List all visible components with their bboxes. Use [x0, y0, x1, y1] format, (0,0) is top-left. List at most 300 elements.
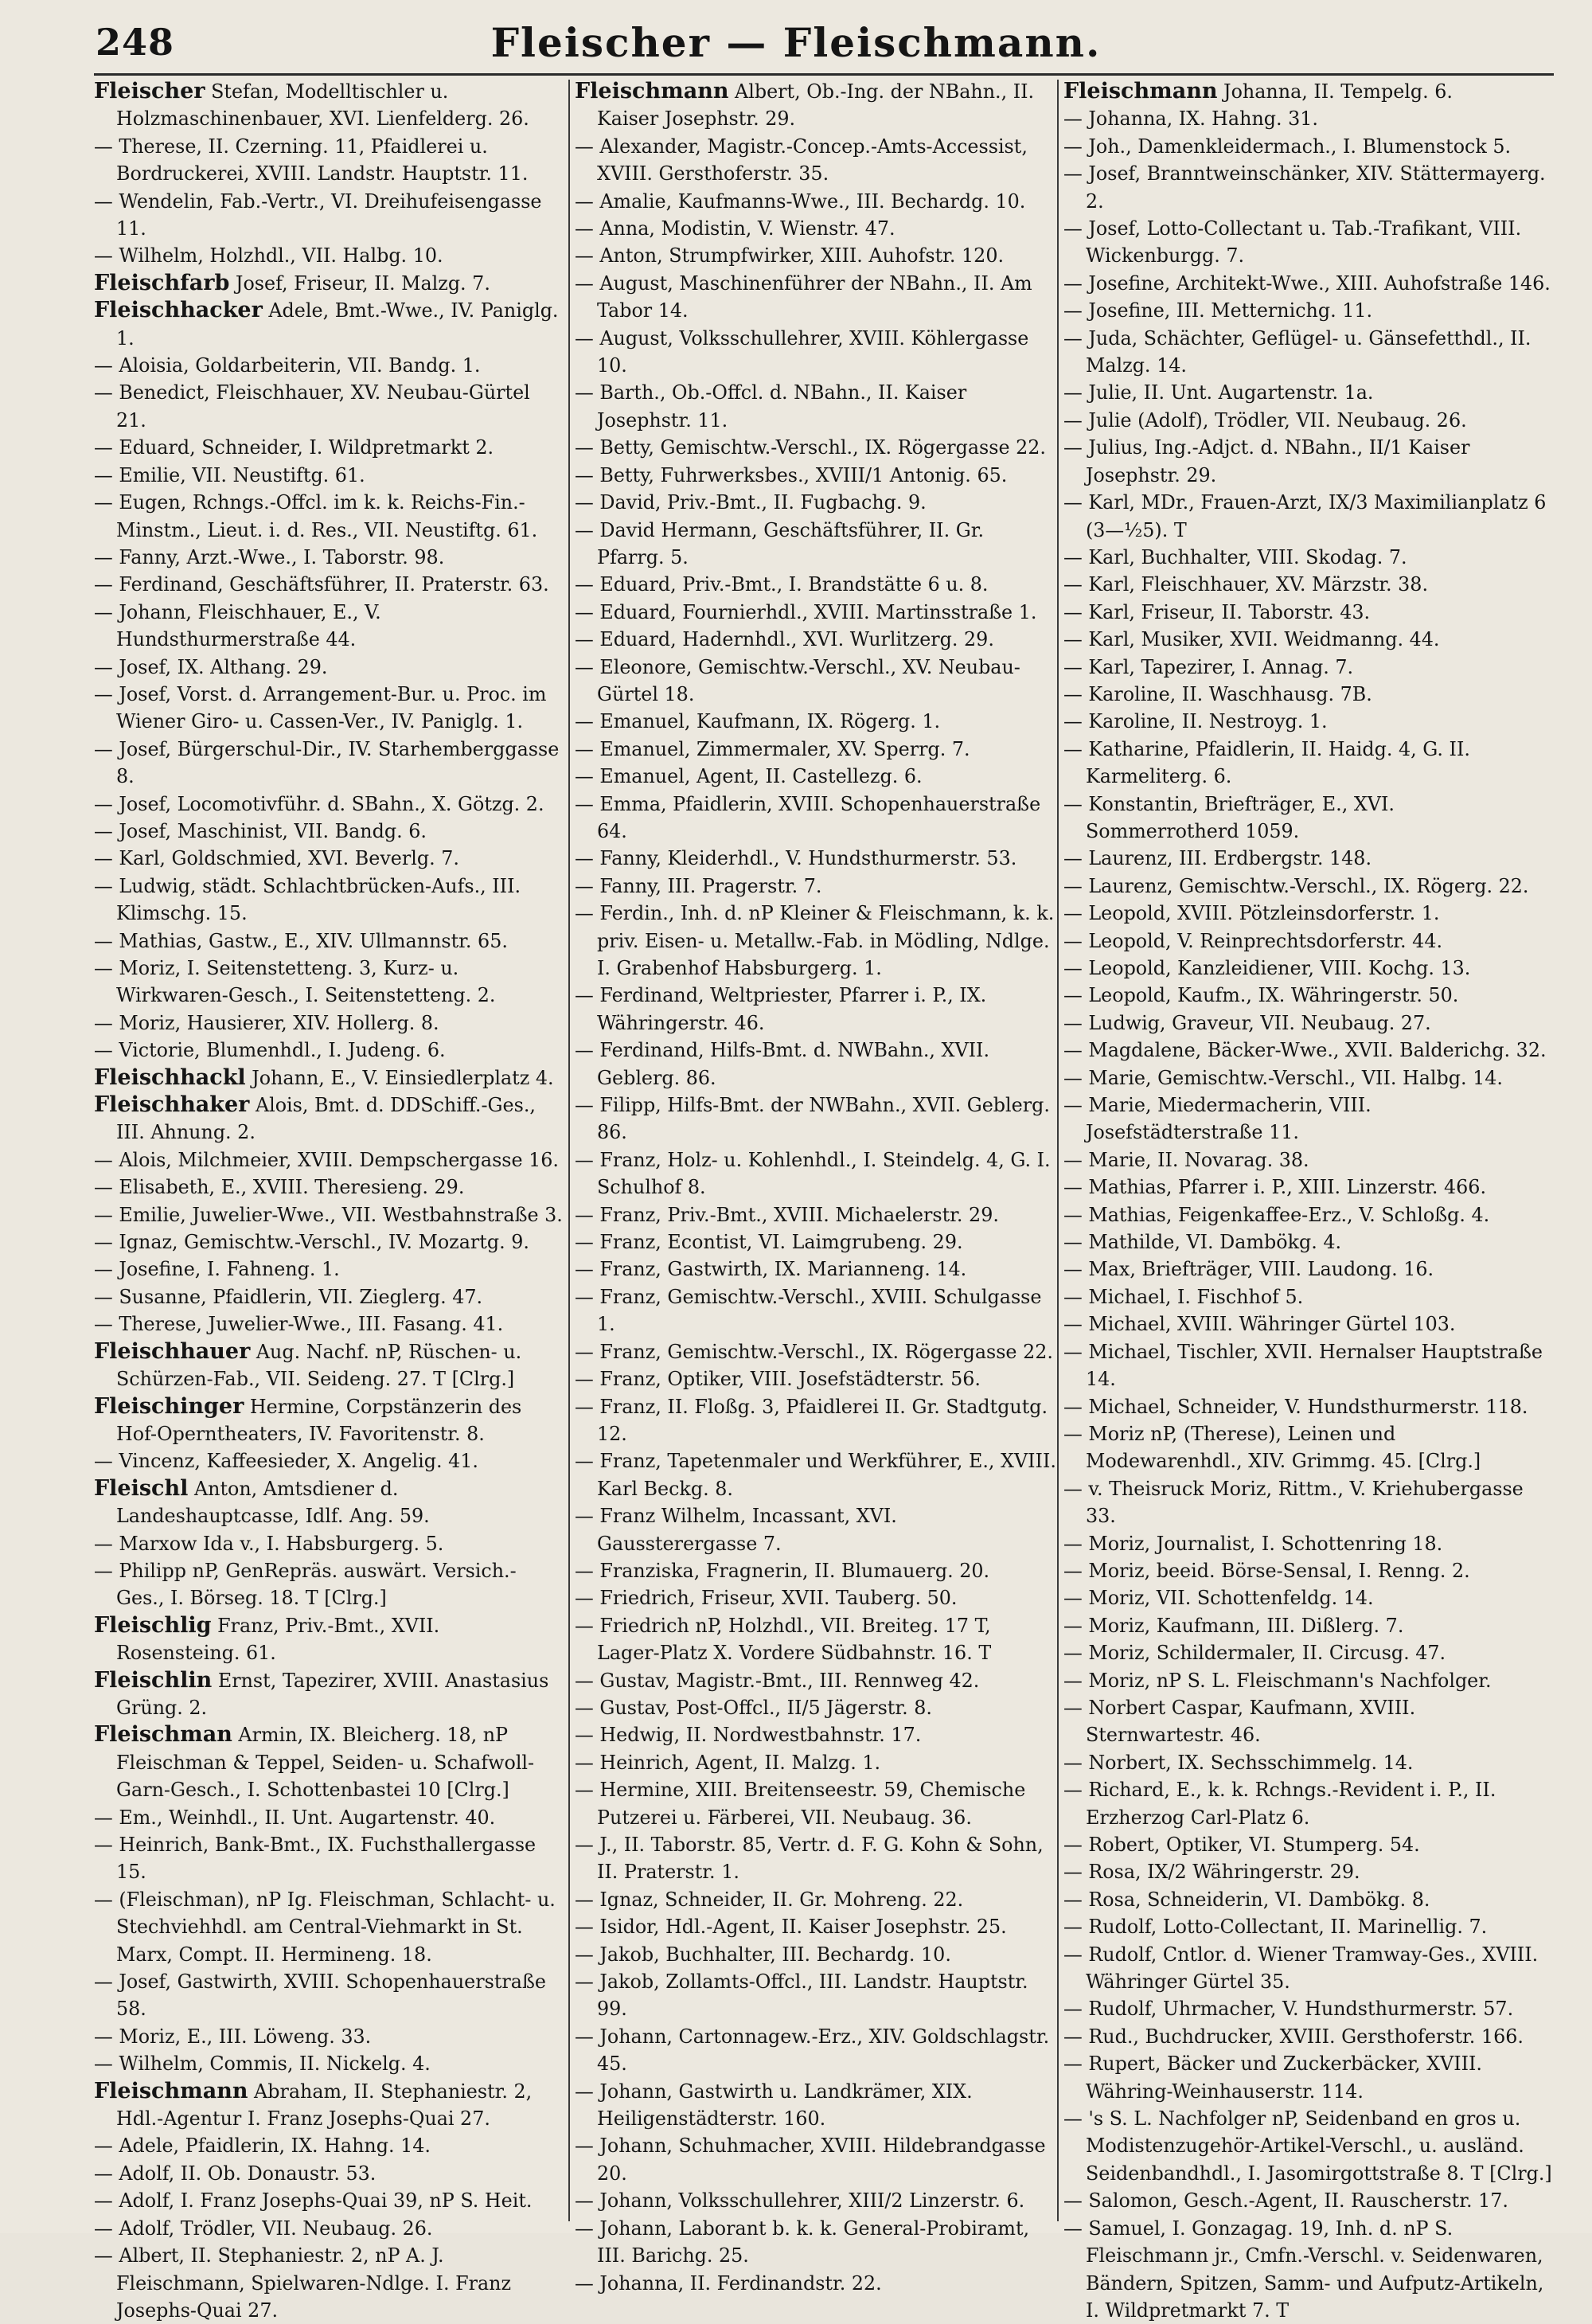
entry-text: — Moriz, Schildermaler, II. Circusg. 47. [1063, 1642, 1446, 1665]
entry-text: — Eduard, Fournierhdl., XVIII. Martinsstraße 1. [575, 600, 1037, 623]
entry-text: — Johann, Volksschullehrer, XIII/2 Linzerstr. 6. [575, 2189, 1025, 2213]
directory-entry [575, 2270, 1056, 2297]
directory-entry [575, 900, 1056, 982]
directory-entry [94, 1831, 564, 1886]
entry-text: — Eleonore, Gemischtw.-Verschl., XV. Neubau-Gürtel 18. [575, 655, 1020, 705]
directory-entry [575, 1256, 1056, 1283]
entry-text: — Marxow Ida v., I. Habsburgerg. 5. [94, 1532, 444, 1555]
directory-entry [94, 1010, 564, 1037]
directory-entry [1063, 379, 1553, 406]
entry-text: — Karl, Friseur, II. Taborstr. 43. [1063, 600, 1371, 623]
directory-entry [575, 270, 1056, 325]
directory-entry [94, 544, 564, 571]
directory-entry [575, 1201, 1056, 1228]
directory-entry [1063, 1420, 1553, 1475]
entry-text: — Moriz, Hausierer, XIV. Hollerg. 8. [94, 1011, 439, 1034]
entry-text: — Moriz, nP S. L. Fleischmann's Nachfolger. [1063, 1669, 1492, 1692]
directory-entry [94, 654, 564, 681]
entry-text: — Mathias, Feigenkaffee-Erz., V. Schloßg. 4. [1063, 1203, 1490, 1226]
entry-text: — Gustav, Magistr.-Bmt., III. Rennweg 42. [575, 1669, 980, 1692]
entry-text: Stefan, Modelltischler u. Holzmaschinenbauer, XVI. Lienfelderg. 26. [116, 80, 529, 131]
entry-text: — Leopold, Kanzleidiener, VIII. Kochg. 13. [1063, 957, 1471, 979]
directory-entry [94, 352, 564, 379]
entry-text: Alois, Bmt. d. DDSchiff.-Ges., III. Ahnung. 2. [116, 1094, 536, 1144]
directory-entry [575, 1447, 1056, 1502]
entry-surname: Fleischlin [94, 1667, 213, 1693]
entry-text: — Ferdinand, Hilfs-Bmt. d. NWBahn., XVII. Geblerg. 86. [575, 1039, 990, 1089]
entry-text: — Therese, II. Czerning. 11, Pfaidlerei u. Bordruckerei, XVIII. Landstr. Hauptstr. 11. [94, 135, 529, 186]
entry-text: — Leopold, Kaufm., IX. Währingerstr. 50. [1063, 984, 1459, 1007]
entry-text: — David, Priv.-Bmt., II. Fugbachg. 9. [575, 491, 927, 514]
directory-entry [575, 1502, 1056, 1557]
directory-entry [575, 845, 1056, 872]
entry-text: — Anna, Modistin, V. Wienstr. 47. [575, 217, 896, 240]
entry-text: — Laurenz, III. Erdbergstr. 148. [1063, 847, 1372, 870]
directory-entry [1063, 571, 1553, 598]
directory-entry [94, 873, 564, 928]
directory-entry [94, 1447, 564, 1474]
directory-entry [94, 1092, 564, 1146]
entry-text: — Emma, Pfaidlerin, XVIII. Schopenhauerstraße 64. [575, 792, 1041, 842]
directory-entry [1063, 1694, 1553, 1749]
directory-entry [575, 1941, 1056, 1968]
directory-entry [575, 1886, 1056, 1913]
entry-text: Abraham, II. Stephaniestr. 2, Hdl.-Agentur I. Franz Josephs-Quai 27. [116, 2080, 533, 2131]
entry-text: — Katharine, Pfaidlerin, II. Haidg. 4, G. II. Karmeliterg. 6. [1063, 737, 1470, 788]
entry-text: Albert, Ob.-Ing. der NBahn., II. Kaiser Josephstr. 29. [597, 80, 1035, 131]
entry-text: Adele, Bmt.-Wwe., IV. Paniglg. 1. [116, 299, 559, 350]
directory-entry [575, 325, 1056, 380]
entry-text: — Franz, Gemischtw.-Verschl., XVIII. Schulgasse 1. [575, 1285, 1042, 1336]
directory-entry [1063, 2105, 1553, 2187]
entry-text: Johann, E., V. Einsiedlerplatz 4. [245, 1066, 554, 1089]
entry-text: — Emilie, VII. Neustiftg. 61. [94, 463, 365, 486]
entry-text: — Karl, MDr., Frauen-Arzt, IX/3 Maximilianplatz 6 (3—½5). T [1063, 491, 1547, 541]
entry-text: Johanna, II. Tempelg. 6. [1217, 80, 1453, 103]
entry-text: Hermine, Corpstänzerin des Hof-Operntheaters, IV. Favoritenstr. 8. [116, 1395, 522, 1445]
entry-text: Josef, Friseur, II. Malzg. 7. [229, 271, 490, 295]
entry-text: — Jakob, Zollamts-Offcl., III. Landstr. Hauptstr. 99. [575, 1971, 1028, 2021]
entry-text: — Franziska, Fragnerin, II. Blumauerg. 20. [575, 1559, 990, 1582]
directory-entry [1063, 2050, 1553, 2105]
entry-text: — Moriz nP, (Therese), Leinen und Modewarenhdl., XIV. Grimmg. 45. [Clrg.] [1063, 1422, 1481, 1473]
directory-entry [94, 1667, 564, 1722]
entry-text: — Isidor, Hdl.-Agent, II. Kaiser Josephstr. 25. [575, 1916, 1007, 1939]
directory-entry [575, 462, 1056, 489]
entry-text: — Moriz, beeid. Börse-Sensal, I. Renng. 2. [1063, 1559, 1470, 1582]
entry-text: — Josefine, I. Fahneng. 1. [94, 1258, 340, 1281]
directory-entry [94, 571, 564, 598]
entry-text: — Leopold, XVIII. Pötzleinsdorferstr. 1. [1063, 902, 1440, 925]
entry-text: — Amalie, Kaufmanns-Wwe., III. Bechardg. 10. [575, 189, 1026, 213]
directory-entry [94, 1310, 564, 1338]
entry-text: — August, Volksschullehrer, XVIII. Köhlergasse 10. [575, 326, 1029, 377]
entry-text: — Philipp nP, GenRepräs. auswärt. Versich.-Ges., I. Börseg. 18. T [Clrg.] [94, 1559, 517, 1610]
entry-text: — Rosa, Schneiderin, VI. Dambökg. 8. [1063, 1888, 1430, 1911]
directory-entry [1063, 1913, 1553, 1940]
directory-entry [575, 2078, 1056, 2133]
entry-text: — Aloisia, Goldarbeiterin, VII. Bandg. 1. [94, 354, 481, 377]
directory-entry [94, 2160, 564, 2187]
directory-entry [94, 462, 564, 489]
directory-entry [575, 1612, 1056, 1667]
entry-text: — Elisabeth, E., XVIII. Theresieng. 29. [94, 1176, 465, 1199]
directory-entry [575, 1365, 1056, 1392]
entry-text: — Rudolf, Uhrmacher, V. Hundsthurmerstr. 57. [1063, 1998, 1514, 2021]
directory-entry [1063, 1338, 1553, 1393]
entry-text: — Friedrich, Friseur, XVII. Tauberg. 50. [575, 1587, 958, 1610]
entry-text: — Wilhelm, Holzhdl., VII. Halbg. 10. [94, 244, 443, 268]
entry-text: — Emanuel, Zimmermaler, XV. Sperrg. 7. [575, 737, 970, 760]
entry-surname: Fleischmann [1063, 79, 1218, 104]
entry-text: — Rud., Buchdrucker, XVIII. Gersthoferstr. 166. [1063, 2025, 1524, 2048]
entry-text: — Norbert Caspar, Kaufmann, XVIII. Sternwartestr. 46. [1063, 1696, 1416, 1747]
directory-entry [94, 1968, 564, 2023]
directory-entry [94, 133, 564, 188]
directory-entry [575, 1776, 1056, 1831]
directory-entry [1063, 626, 1553, 653]
directory-entry [1063, 544, 1553, 571]
directory-entry [94, 1283, 564, 1310]
entry-text: — Adolf, Trödler, VII. Neubaug. 26. [94, 2217, 433, 2240]
entry-text: — Eugen, Rchngs.-Offcl. im k. k. Reichs-Fin.-Minstm., Lieut. i. d. Res., VII. Neustiftg. 61. [94, 491, 538, 541]
directory-entry [575, 599, 1056, 626]
directory-entry [575, 489, 1056, 516]
directory-entry [575, 1557, 1056, 1584]
entry-text: — Eduard, Hadernhdl., XVI. Wurlitzerg. 29. [575, 628, 994, 651]
directory-entry [575, 654, 1056, 709]
directory-entry [575, 517, 1056, 572]
directory-entry [1063, 1612, 1553, 1639]
directory-entry [1063, 1776, 1553, 1831]
entry-text: — Franz, Tapetenmaler und Werkführer, E., XVIII. Karl Beckg. 8. [575, 1450, 1056, 1500]
directory-entry [1063, 1283, 1553, 1310]
directory-entry [1063, 1174, 1553, 1201]
entry-text: — Johann, Fleischhauer, E., V. Hundsthurmerstraße 44. [94, 600, 381, 651]
directory-entry [575, 2215, 1056, 2270]
directory-entry [1063, 1256, 1553, 1283]
directory-entry [94, 2215, 564, 2242]
entry-text: — Wilhelm, Commis, II. Nickelg. 4. [94, 2053, 431, 2076]
column-1 [94, 78, 564, 2324]
entry-text: — Magdalene, Bäcker-Wwe., XVII. Balderichg. 32. [1063, 1039, 1547, 1062]
directory-entry [1063, 1941, 1553, 1996]
entry-text: — Jakob, Buchhalter, III. Bechardg. 10. [575, 1943, 951, 1966]
entry-text: — Betty, Gemischtw.-Verschl., IX. Rögergasse 22. [575, 436, 1046, 459]
entry-text: — Ludwig, Graveur, VII. Neubaug. 27. [1063, 1011, 1431, 1034]
entry-text: — Karl, Musiker, XVII. Weidmanng. 44. [1063, 628, 1440, 651]
directory-entry [575, 2023, 1056, 2078]
entry-surname: Fleischer [94, 79, 205, 104]
entry-text: — Ferdinand, Geschäftsführer, II. Praterstr. 63. [94, 573, 549, 596]
directory-entry [575, 1721, 1056, 1748]
directory-entry [1063, 407, 1553, 434]
entry-text: — Alexander, Magistr.-Concep.-Amts-Accessist, XVIII. Gersthoferstr. 35. [575, 135, 1028, 186]
directory-entry [94, 1064, 564, 1092]
entry-text: — Julie (Adolf), Trödler, VII. Neubaug. 26. [1063, 408, 1467, 432]
directory-entry [94, 791, 564, 818]
entry-surname: Fleischhauer [94, 1338, 251, 1364]
entry-text: — Wendelin, Fab.-Vertr., VI. Dreihufeisengasse 11. [94, 189, 542, 240]
entry-text: — Michael, Tischler, XVII. Hernalser Hauptstraße 14. [1063, 1340, 1543, 1391]
directory-entry [1063, 1886, 1553, 1913]
entry-text: — Josefine, Architekt-Wwe., XIII. Auhofstraße 146. [1063, 271, 1551, 295]
directory-entry [575, 242, 1056, 269]
directory-entry [94, 2078, 564, 2133]
directory-entry [1063, 270, 1553, 297]
entry-text: — Samuel, I. Gonzagag. 19, Inh. d. nP S. Fleischmann jr., Cmfn.-Verschl. v. Seidenwaren, Bändern, Spitzen, Samm- und Aufputz-Artikeln, I. Wildpretmarkt 7. T [1063, 2217, 1544, 2322]
entry-text: — David Hermann, Geschäftsführer, II. Gr. Pfarrg. 5. [575, 518, 985, 568]
entry-text: — Marie, Gemischtw.-Verschl., VII. Halbg. 14. [1063, 1066, 1503, 1089]
directory-entry [94, 1612, 564, 1667]
directory-entry [1063, 1995, 1553, 2022]
directory-entry [94, 1475, 564, 1530]
entry-text: — Gustav, Post-Offcl., II/5 Jägerstr. 8. [575, 1696, 932, 1719]
entry-text: — Josef, Vorst. d. Arrangement-Bur. u. Proc. im Wiener Giro- u. Cassen-Ver., IV. Paniglg. 1. [94, 682, 547, 733]
entry-text: — Moriz, VII. Schottenfeldg. 14. [1063, 1587, 1374, 1610]
directory-entry [1063, 1228, 1553, 1256]
directory-entry [1063, 434, 1553, 489]
directory-entry [94, 1557, 564, 1612]
entry-text: — Karl, Tapezirer, I. Annag. 7. [1063, 655, 1354, 678]
entry-text: — Josef, IX. Althang. 29. [94, 655, 328, 678]
directory-entry [94, 489, 564, 544]
directory-entry [575, 188, 1056, 215]
entry-text: — 's S. L. Nachfolger nP, Seidenband en gros u. Modistenzugehör-Artikel-Verschl., u. ausländ. Seidenbandhdl., I. Jasomirgottstraße 8. T [Clrg.] [1063, 2107, 1552, 2185]
directory-entry [575, 434, 1056, 461]
entry-text: — Norbert, IX. Sechsschimmelg. 14. [1063, 1751, 1414, 1774]
directory-entry [575, 1228, 1056, 1256]
directory-entry [94, 1201, 564, 1228]
directory-entry [1063, 873, 1553, 900]
entry-text: — August, Maschinenführer der NBahn., II. Am Tabor 14. [575, 271, 1032, 322]
directory-entry [1063, 1201, 1553, 1228]
directory-entry [1063, 1831, 1553, 1858]
entry-text: — Salomon, Gesch.-Agent, II. Rauscherstr. 17. [1063, 2189, 1508, 2213]
directory-entry [94, 2132, 564, 2159]
entry-surname: Fleischhaker [94, 1092, 250, 1118]
column-divider [1057, 80, 1059, 2221]
entry-text: — Benedict, Fleischhauer, XV. Neubau-Gürtel 21. [94, 381, 530, 432]
entry-text: — Karl, Goldschmied, XVI. Beverlg. 7. [94, 847, 459, 870]
entry-text: — Adolf, I. Franz Josephs-Quai 39, nP S. Heit. [94, 2189, 533, 2213]
directory-entry [1063, 681, 1553, 708]
entry-text: — Josef, Bürgerschul-Dir., IV. Starhemberggasse 8. [94, 737, 560, 788]
entry-surname: Fleischmann [94, 2078, 248, 2103]
entry-text: — Johanna, IX. Hahng. 31. [1063, 107, 1318, 131]
entry-text: Anton, Amtsdiener d. Landeshauptcasse, Idlf. Ang. 59. [116, 1477, 430, 1528]
entry-text: — Karl, Fleischhauer, XV. Märzstr. 38. [1063, 573, 1429, 596]
directory-entry [94, 736, 564, 791]
entry-text: — Marie, Miedermacherin, VIII. Josefstädterstraße 11. [1063, 1094, 1372, 1144]
entry-text: — Fanny, Kleiderhdl., V. Hundsthurmerstr. 53. [575, 847, 1017, 870]
directory-entry [94, 1256, 564, 1283]
directory-entry [1063, 1475, 1553, 1530]
directory-entry [575, 873, 1056, 900]
entry-text: Aug. Nachf. nP, Rüschen- u. Schürzen-Fab., VII. Seideng. 27. T [Clrg.] [116, 1340, 522, 1391]
entry-text: — Franz, Optiker, VIII. Josefstädterstr. 56. [575, 1368, 981, 1391]
entry-text: — Susanne, Pfaidlerin, VII. Zieglerg. 47. [94, 1285, 483, 1308]
running-head-title: Fleischer — Fleischmann. [490, 19, 1102, 66]
directory-entry [94, 1338, 564, 1393]
entry-text: Ernst, Tapezirer, XVIII. Anastasius Grüng. 2. [116, 1669, 549, 1719]
entry-text: — Therese, Juwelier-Wwe., III. Fasang. 41. [94, 1313, 504, 1336]
column-divider [568, 80, 570, 2221]
entry-text: — Karl, Buchhalter, VIII. Skodag. 7. [1063, 545, 1407, 568]
directory-entry [94, 818, 564, 845]
entry-text: — Barth., Ob.-Offcl. d. NBahn., II. Kaiser Josephstr. 11. [575, 381, 967, 432]
directory-entry [1063, 1037, 1553, 1064]
directory-entry [1063, 1393, 1553, 1420]
directory-entry [1063, 900, 1553, 927]
entry-text: — Josef, Maschinist, VII. Bandg. 6. [94, 819, 427, 842]
entry-text: — Moriz, E., III. Löweng. 33. [94, 2025, 372, 2048]
directory-entry [94, 2242, 564, 2324]
directory-entry [94, 928, 564, 955]
page-number: 248 [96, 21, 175, 64]
directory-entry [1063, 708, 1553, 735]
entry-text: — Ludwig, städt. Schlachtbrücken-Aufs., III. Klimschg. 15. [94, 874, 521, 925]
entry-text: — Josefine, III. Metternichg. 11. [1063, 299, 1373, 322]
entry-text: — Ignaz, Gemischtw.-Verschl., IV. Mozartg. 9. [94, 1231, 529, 1254]
directory-entry [94, 1037, 564, 1064]
entry-text: — Ignaz, Schneider, II. Gr. Mohreng. 22. [575, 1888, 964, 1911]
entry-surname: Fleischlig [94, 1612, 212, 1638]
directory-entry [94, 1393, 564, 1448]
directory-entry [1063, 1530, 1553, 1557]
entry-text: — Marie, II. Novarag. 38. [1063, 1148, 1309, 1171]
directory-entry [94, 1721, 564, 1803]
entry-text: — Mathilde, VI. Dambökg. 4. [1063, 1231, 1342, 1254]
entry-text: — Karoline, II. Nestroyg. 1. [1063, 710, 1328, 733]
directory-entry [575, 1283, 1056, 1338]
directory-entry [575, 1694, 1056, 1721]
entry-text: — Fanny, III. Pragerstr. 7. [575, 874, 822, 897]
directory-entry [575, 1393, 1056, 1448]
directory-entry [575, 2132, 1056, 2187]
entry-surname: Fleischinger [94, 1393, 244, 1419]
entry-text: — Rudolf, Lotto-Collectant, II. Marinellig. 7. [1063, 1916, 1488, 1939]
entry-text: — Filipp, Hilfs-Bmt. der NWBahn., XVII. Geblerg. 86. [575, 1094, 1050, 1144]
column-2 [575, 78, 1056, 2297]
directory-entry [1063, 133, 1553, 160]
directory-entry [575, 1338, 1056, 1365]
entry-text: — Eduard, Schneider, I. Wildpretmarkt 2. [94, 436, 494, 459]
entry-text: — Johann, Laborant b. k. k. General-Probiramt, III. Barichg. 25. [575, 2217, 1030, 2267]
directory-entry [94, 681, 564, 736]
directory-entry [1063, 160, 1553, 215]
entry-text: — Adolf, II. Ob. Donaustr. 53. [94, 2162, 377, 2185]
directory-entry [1063, 599, 1553, 626]
directory-entry [1063, 1749, 1553, 1776]
directory-entry [94, 1886, 564, 1968]
entry-text: — Franz, Econtist, VI. Laimgrubeng. 29. [575, 1231, 963, 1254]
entry-text: — Anton, Strumpfwirker, XIII. Auhofstr. 120. [575, 244, 1005, 268]
entry-text: — Franz, II. Floßg. 3, Pfaidlerei II. Gr. Stadtgutg. 12. [575, 1395, 1048, 1445]
entry-text: — Michael, Schneider, V. Hundsthurmerstr. 118. [1063, 1395, 1528, 1418]
directory-entry [94, 434, 564, 461]
entry-text: — Friedrich nP, Holzhdl., VII. Breiteg. 17 T, Lager-Platz X. Vordere Südbahnstr. 16. T [575, 1614, 992, 1665]
entry-text: — Franz, Holz- u. Kohlenhdl., I. Steindelg. 4, G. I. Schulhof 8. [575, 1148, 1051, 1199]
directory-entry [1063, 845, 1553, 872]
entry-text: — Mathias, Gastw., E., XIV. Ullmannstr. 65. [94, 929, 508, 952]
entry-text: — Robert, Optiker, VI. Stumperg. 54. [1063, 1834, 1420, 1856]
directory-entry [575, 1968, 1056, 2023]
entry-text: — Victorie, Blumenhdl., I. Judeng. 6. [94, 1039, 446, 1062]
directory-entry [94, 379, 564, 434]
entry-surname: Fleischfarb [94, 270, 230, 295]
directory-entry [575, 1584, 1056, 1611]
directory-entry [575, 571, 1056, 598]
entry-text: — Rosa, IX/2 Währingerstr. 29. [1063, 1861, 1360, 1884]
entry-text: — Rudolf, Cntlor. d. Wiener Tramway-Ges., XVIII. Währinger Gürtel 35. [1063, 1943, 1539, 1994]
entry-text: — Emilie, Juwelier-Wwe., VII. Westbahnstraße 3. [94, 1203, 563, 1226]
entry-text: — Hedwig, II. Nordwestbahnstr. 17. [575, 1724, 922, 1747]
directory-entry [1063, 105, 1553, 132]
entry-text: — Josef, Gastwirth, XVIII. Schopenhauerstraße 58. [94, 1971, 546, 2021]
directory-entry [1063, 791, 1553, 846]
directory-entry [94, 599, 564, 654]
entry-surname: Fleischhackl [94, 1064, 246, 1090]
directory-entry [575, 1092, 1056, 1146]
entry-text: — Alois, Milchmeier, XVIII. Dempschergasse 16. [94, 1148, 559, 1171]
entry-text: Franz, Priv.-Bmt., XVII. Rosensteing. 61. [116, 1614, 440, 1665]
directory-entry [575, 982, 1056, 1037]
entry-text: — Ferdinand, Weltpriester, Pfarrer i. P., IX. Währingerstr. 46. [575, 984, 987, 1034]
entry-text: — Julie, II. Unt. Augartenstr. 1a. [1063, 381, 1374, 404]
directory-entry [1063, 1667, 1553, 1694]
directory-entry [575, 133, 1056, 188]
directory-entry [1063, 1010, 1553, 1037]
entry-text: — Julius, Ing.-Adjct. d. NBahn., II/1 Kaiser Josephstr. 29. [1063, 436, 1470, 486]
directory-entry [1063, 489, 1553, 544]
directory-entry [575, 215, 1056, 242]
directory-entry [1063, 1858, 1553, 1885]
entry-text: — Heinrich, Agent, II. Malzg. 1. [575, 1751, 881, 1774]
directory-entry [575, 763, 1056, 790]
entry-text: — Eduard, Priv.-Bmt., I. Brandstätte 6 u. 8. [575, 573, 989, 596]
directory-entry [94, 2023, 564, 2050]
directory-entry [1063, 2187, 1553, 2214]
entry-text: — Vincenz, Kaffeesieder, X. Angelig. 41. [94, 1450, 478, 1473]
entry-text: — Fanny, Arzt.-Wwe., I. Taborstr. 98. [94, 545, 445, 568]
entry-text: — Johann, Cartonnagew.-Erz., XIV. Goldschlagstr. 45. [575, 2025, 1050, 2076]
directory-entry [94, 1530, 564, 1557]
entry-text: — v. Theisruck Moriz, Rittm., V. Kriehubergasse 33. [1063, 1477, 1524, 1528]
entry-surname: Fleischman [94, 1722, 232, 1748]
directory-entry [575, 1749, 1056, 1776]
directory-entry [575, 708, 1056, 735]
entry-text: — Richard, E., k. k. Rchngs.-Revident i. P., II. Erzherzog Carl-Platz 6. [1063, 1779, 1496, 1829]
directory-entry [575, 2187, 1056, 2214]
directory-entry [1063, 1584, 1553, 1611]
directory-entry [94, 845, 564, 872]
directory-entry [94, 955, 564, 1010]
entry-text: — Leopold, V. Reinprechtsdorferstr. 44. [1063, 929, 1443, 952]
directory-entry [575, 1146, 1056, 1201]
entry-text: — Adele, Pfaidlerin, IX. Hahng. 14. [94, 2135, 431, 2158]
directory-entry [575, 791, 1056, 846]
column-3 [1063, 78, 1553, 2324]
entry-text: — Franz, Gemischtw.-Verschl., IX. Rögergasse 22. [575, 1340, 1053, 1363]
directory-entry [1063, 736, 1553, 791]
directory-entry [575, 1913, 1056, 1940]
directory-entry [94, 1228, 564, 1256]
entry-text: — Karoline, II. Waschhausg. 7B. [1063, 682, 1372, 705]
directory-entry [94, 297, 564, 352]
entry-text: — Emanuel, Agent, II. Castellezg. 6. [575, 765, 923, 788]
directory-entry [1063, 1092, 1553, 1146]
